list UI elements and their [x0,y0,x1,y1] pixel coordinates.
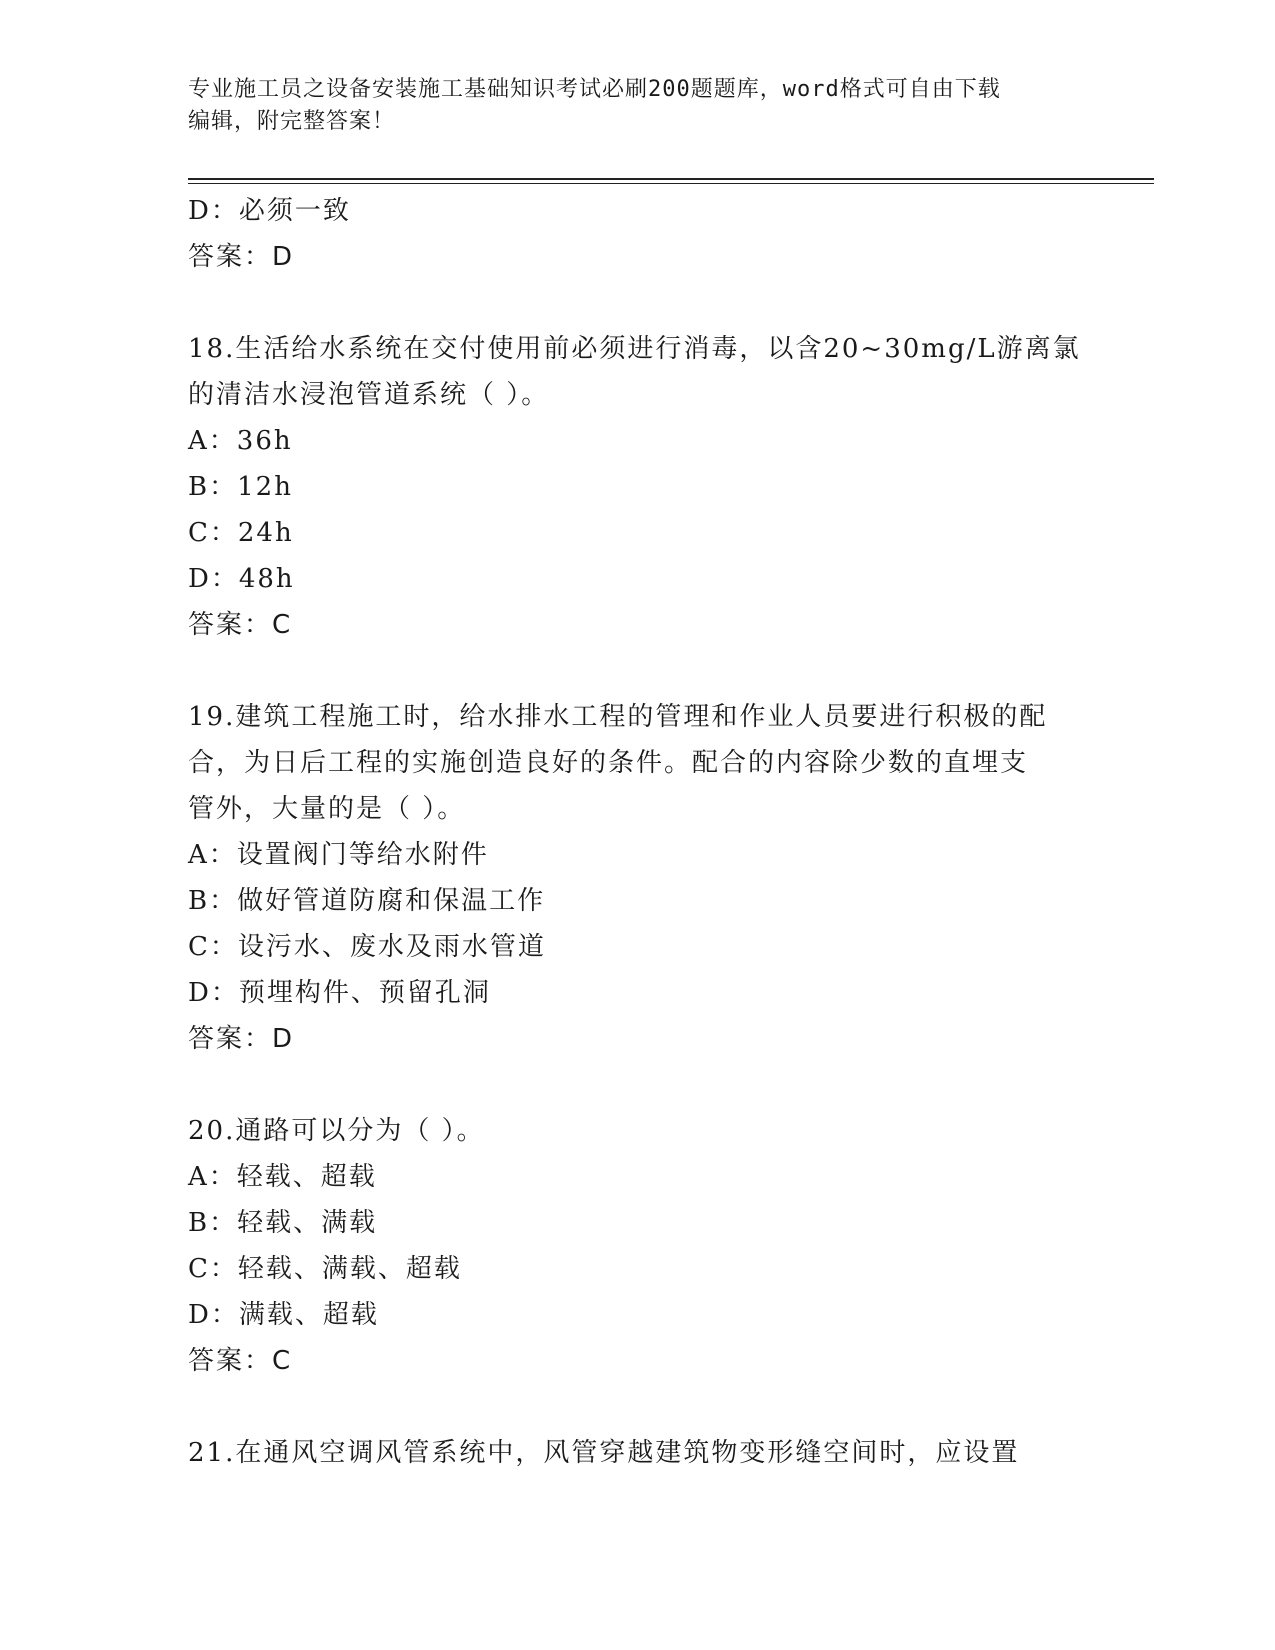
answer-carry: 答案：D [188,242,295,272]
option-d: D：48h [188,564,295,594]
question-stem-line: 20.通路可以分为（ ）。 [188,1116,485,1146]
question-20 [188,1108,1088,1384]
option-c: C：24h [188,518,294,548]
option-a: A：设置阀门等给水附件 [188,840,489,870]
answer: 答案：C [188,610,293,640]
question-18 [188,326,1088,648]
option-b: B：12h [188,472,293,502]
answer: 答案：D [188,1024,295,1054]
question-19 [188,694,1088,1062]
question-stem-line: 18.生活给水系统在交付使用前必须进行消毒，以含20~30mg/L游离氯 [188,334,1081,364]
option-c: C：轻载、满载、超载 [188,1254,462,1284]
question-stem-line: 21.在通风空调风管系统中，风管穿越建筑物变形缝空间时，应设置 [188,1438,1020,1468]
header-line-2: 编辑，附完整答案！ [188,109,396,134]
option-b: B：轻载、满载 [188,1208,378,1238]
document-header [188,74,1088,138]
header-divider-thick [188,178,1154,180]
option-a: A：36h [188,426,293,456]
header-line-1: 专业施工员之设备安装施工基础知识考试必刷200题题库，word格式可自由下载 [188,77,1001,102]
header-divider-thin [188,183,1154,184]
question-stem-line: 的清洁水浸泡管道系统（ ）。 [188,380,550,410]
option-b: B：做好管道防腐和保温工作 [188,886,546,916]
question-21 [188,1430,1088,1476]
option-d: D：满载、超载 [188,1300,379,1330]
question-stem-line: 管外，大量的是（ ）。 [188,794,466,824]
option-d-carry: D：必须一致 [188,196,351,226]
option-c: C：设污水、废水及雨水管道 [188,932,546,962]
option-d: D：预埋构件、预留孔洞 [188,978,491,1008]
question-stem-line: 19.建筑工程施工时，给水排水工程的管理和作业人员要进行积极的配 [188,702,1048,732]
option-a: A：轻载、超载 [188,1162,377,1192]
answer: 答案：C [188,1346,293,1376]
question-stem-line: 合，为日后工程的实施创造良好的条件。配合的内容除少数的直埋支 [188,748,1029,778]
document-body [188,188,1088,1476]
